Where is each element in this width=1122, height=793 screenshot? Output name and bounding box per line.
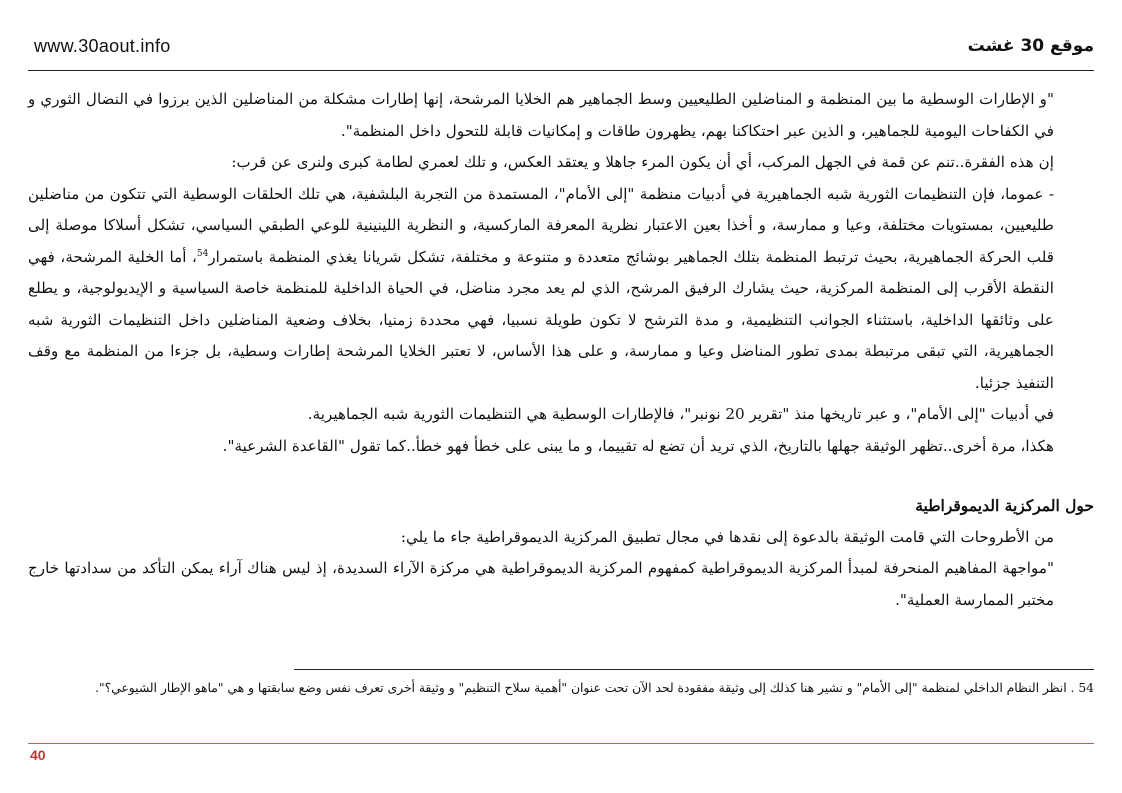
paragraph-5: هكذا، مرة أخرى..تظهر الوثيقة جهلها بالتاريخ، الذي تريد أن تضع له تقييما، و ما يبنى على خطأ فهو خطأ..كما تقول "القاعدة الشرعية". [222, 436, 1054, 455]
footnote-54: 54 . انظر النظام الداخلي لمنظمة "إلى الأمام" و نشير هنا كذلك إلى وثيقة مفقودة لحد الآن تحت عنوان "أهمية سلاح التنظيم" و وثيقة أخرى تعرف نفس وضع سابقتها و هي "ماهو الإطار الشيوعي؟". [95, 681, 1094, 695]
paragraph-6: من الأطروحات التي قامت الوثيقة بالدعوة إلى نقدها في مجال تطبيق المركزية الديموقراطية جاء ما يلي: [400, 527, 1054, 546]
page-header [28, 30, 1094, 71]
paragraph-2: إن هذه الفقرة..تنم عن قمة في الجهل المركب، أي أن يكون المرء جاهلا و يعتقد العكس، و تلك لعمري لطامة كبرى ولنرى عن قرب: [231, 153, 1054, 171]
site-name: موقع 30 غشت [967, 36, 1094, 56]
section-title: حول المركزية الديموقراطية [915, 496, 1094, 515]
paragraph-3-part-b: ، أما الخلية المرشحة، فهي النقطة الأقرب إلى المنظمة المركزية، حيث يشارك الرفيق المرشح، الذي لم يعد مجرد مناضل، في الحياة الداخلية للمنظمة خاصة السياسية و الإيديولوجية، و يطلع على وثائقها الداخلية، باستثناء الجوانب التنظيمية، و مدة الترشح لا تكون طويلة نسبيا، فهي محددة زمنيا، بخلاف وضعية المناضلين داخل التنظيمات الثورية شبه الجماهيرية، التي تبقى مرتبطة بمدى تطور المناضل وعيا و ممارسة، و على هذا الأساس، لا تعتبر الخلايا المرشحة إطارات وسطية، بل جزءا من المنظمة مع وقف التنفيذ جزئيا. [28, 247, 1054, 392]
paragraph-4: في أدبيات "إلى الأمام"، و عبر تاريخها منذ "تقرير 20 نونبر"، فالإطارات الوسطية هي التنظيمات الثورية شبه الجماهيرية. [307, 405, 1054, 423]
footnote-divider [294, 669, 1094, 670]
quote-paragraph-1: "و الإطارات الوسطية ما بين المنظمة و المناضلين الطليعيين وسط الجماهير هم الخلايا المرشحة، إنها إطارات مشكلة من المناضلين الذين برزوا في النضال الثوري و في الكفاحات اليومية للجماهير، و الذين عبر احتكاكنا بهم، يظهرون طاقات و إمكانيات قابلة للتحول داخل المنظمة". [28, 90, 1054, 140]
footer-divider [28, 743, 1094, 744]
article-body [28, 84, 1094, 616]
page-number: 40 [30, 747, 46, 763]
site-url[interactable]: www.30aout.info [34, 36, 171, 56]
paragraph-3-part-a: - عموما، فإن التنظيمات الثورية شبه الجماهيرية في أدبيات منظمة "إلى الأمام"، المستمدة من التجربة البلشفية، هي تلك الحلقات الوسطية التي تتكون من مناضلين طليعيين، بمستويات مختلفة، وعيا و ممارسة، و أخذا بعين الاعتبار نظرية المعرفة الماركسية، و النظرية اللينينية للوعي الطبقي السياسي، تشكل أسلاكا موصلة إلى قلب الحركة الجماهيرية، بحيث ترتبط المنظمة بتلك الجماهير بوشائج متعددة و متنوعة و مختلفة، تشكل شريانا يغذي المنظمة باستمرار [28, 184, 1054, 266]
quote-paragraph-7: "مواجهة المفاهيم المنحرفة لمبدأ المركزية الديموقراطية كمفهوم المركزية الديموقراطية هي مركزة الآراء السديدة، إذ ليس هناك آراء يمكن التأكد من سدادتها خارج مختبر الممارسة العملية". [28, 559, 1054, 609]
footnote-reference[interactable]: 54 [196, 248, 209, 259]
paragraph-3 [28, 179, 1094, 400]
